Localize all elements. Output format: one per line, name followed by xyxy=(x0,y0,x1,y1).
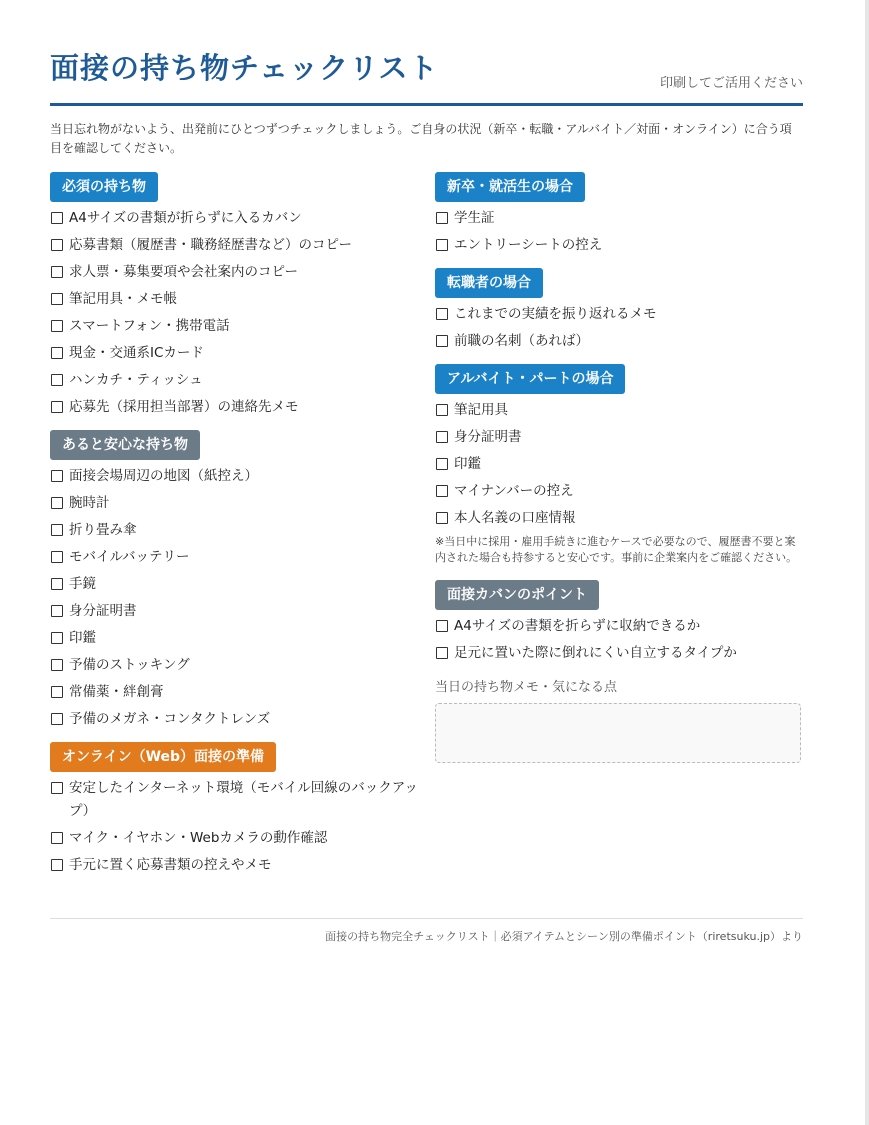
checkbox[interactable] xyxy=(436,308,448,320)
checklist-item[interactable] xyxy=(50,342,422,365)
checklist-career-change xyxy=(435,303,803,353)
checklist-item[interactable] xyxy=(50,854,422,877)
checkbox[interactable] xyxy=(51,347,63,359)
footer-source-text: 面接の持ち物完全チェックリスト｜必須アイテムとシーン別の準備ポイント（riretsuku.jp）より xyxy=(325,930,803,943)
checklist-item[interactable] xyxy=(435,453,803,476)
checklist-required xyxy=(50,207,422,419)
intro-text: 当日忘れ物がないよう、出発前にひとつずつチェックしましょう。ご自身の状況（新卒・転職・アルバイト／対面・オンライン）に合う項目を確認してください。 xyxy=(50,122,792,155)
checklist-item-label: モバイルバッテリー xyxy=(69,549,190,565)
checklist-item[interactable] xyxy=(50,396,422,419)
checklist-page xyxy=(50,0,803,873)
checkbox[interactable] xyxy=(436,458,448,470)
section-required xyxy=(50,172,422,419)
checklist-item-label: 本人名義の口座情報 xyxy=(454,510,576,526)
checklist-part-time xyxy=(435,399,803,530)
page-footer xyxy=(50,918,803,944)
page-scrollbar[interactable] xyxy=(865,0,869,1125)
checklist-item[interactable] xyxy=(50,369,422,392)
checkbox[interactable] xyxy=(51,374,63,386)
checkbox[interactable] xyxy=(436,647,448,659)
checklist-item-label: 応募書類（履歴書・職務経歴書など）のコピー xyxy=(69,237,352,253)
checkbox[interactable] xyxy=(51,320,63,332)
checklist-item[interactable] xyxy=(435,399,803,422)
right-column xyxy=(435,172,803,763)
checklist-item[interactable] xyxy=(50,261,422,284)
part-time-note: ※当日中に採用・雇用手続きに進むケースで必要なので、履歴書不要と案内された場合も持参すると安心です。事前に企業案内をご確認ください。 xyxy=(435,535,798,564)
checklist-item[interactable] xyxy=(435,480,803,503)
checklist-item-label: 面接会場周辺の地図（紙控え） xyxy=(69,468,258,484)
checkbox[interactable] xyxy=(436,485,448,497)
checklist-item-label: 前職の名刺（あれば） xyxy=(454,333,589,349)
checkbox[interactable] xyxy=(436,335,448,347)
checklist-item-label: 予備のメガネ・コンタクトレンズ xyxy=(69,711,271,727)
checklist-item-label: 学生証 xyxy=(454,210,495,226)
checkbox[interactable] xyxy=(51,293,63,305)
checkbox[interactable] xyxy=(51,551,63,563)
checklist-item[interactable] xyxy=(50,600,422,623)
page-title: 面接の持ち物チェックリスト xyxy=(50,51,439,85)
checkbox[interactable] xyxy=(51,470,63,482)
checklist-item-label: エントリーシートの控え xyxy=(454,237,603,253)
section-heading-career-change: 転職者の場合 xyxy=(435,268,543,298)
checklist-item-label: 印鑑 xyxy=(454,456,481,472)
checkbox[interactable] xyxy=(436,620,448,632)
checklist-item-label: 折り畳み傘 xyxy=(69,522,137,538)
checklist-item-label: ハンカチ・ティッシュ xyxy=(69,372,203,388)
checklist-item[interactable] xyxy=(50,708,422,731)
checkbox[interactable] xyxy=(51,832,63,844)
checkbox[interactable] xyxy=(51,212,63,224)
print-note: 印刷してご活用ください xyxy=(659,76,803,91)
memo-field[interactable] xyxy=(435,703,801,763)
checkbox[interactable] xyxy=(436,212,448,224)
checklist-item-label: 求人票・募集要項や会社案内のコピー xyxy=(69,264,298,280)
checklist-item-label: 印鑑 xyxy=(69,630,96,646)
checklist-item-label: 足元に置いた際に倒れにくい自立するタイプか xyxy=(454,645,737,661)
checklist-item[interactable] xyxy=(50,777,422,823)
section-optional xyxy=(50,430,422,731)
section-heading-required: 必須の持ち物 xyxy=(50,172,158,202)
checklist-item[interactable] xyxy=(435,615,803,638)
section-part-time xyxy=(435,364,803,566)
checkbox[interactable] xyxy=(436,239,448,251)
checklist-item[interactable] xyxy=(50,827,422,850)
checklist-item-label: A4サイズの書類を折らずに収納できるか xyxy=(454,618,701,634)
checklist-new-grad xyxy=(435,207,803,257)
checklist-item[interactable] xyxy=(435,642,803,665)
checkbox[interactable] xyxy=(51,659,63,671)
checklist-item-label: 応募先（採用担当部署）の連絡先メモ xyxy=(69,399,299,415)
checklist-item-label: 現金・交通系ICカード xyxy=(69,345,204,361)
checklist-item[interactable] xyxy=(50,627,422,650)
checkbox[interactable] xyxy=(51,713,63,725)
checkbox[interactable] xyxy=(51,686,63,698)
checklist-item[interactable] xyxy=(435,330,803,353)
checkbox[interactable] xyxy=(436,404,448,416)
checklist-item-label: 身分証明書 xyxy=(69,603,137,619)
section-online xyxy=(50,742,422,877)
checkbox[interactable] xyxy=(51,497,63,509)
checklist-online xyxy=(50,777,422,877)
checklist-item[interactable] xyxy=(50,207,422,230)
checkbox[interactable] xyxy=(51,782,63,794)
checklist-item-label: 予備のストッキング xyxy=(69,657,190,673)
checklist-bag xyxy=(435,615,803,665)
checklist-item-label: 手元に置く応募書類の控えやメモ xyxy=(69,857,272,873)
section-heading-optional: あると安心な持ち物 xyxy=(50,430,200,460)
section-heading-part-time: アルバイト・パートの場合 xyxy=(435,364,625,394)
checkbox[interactable] xyxy=(51,524,63,536)
section-new-grad xyxy=(435,172,803,257)
checklist-item-label: マイク・イヤホン・Webカメラの動作確認 xyxy=(69,830,328,846)
checklist-item-label: これまでの実績を振り返れるメモ xyxy=(454,306,657,322)
section-heading-new-grad: 新卒・就活生の場合 xyxy=(435,172,585,202)
checklist-item[interactable] xyxy=(50,546,422,569)
checklist-item[interactable] xyxy=(50,234,422,257)
checkbox[interactable] xyxy=(436,431,448,443)
checkbox[interactable] xyxy=(51,239,63,251)
checklist-item-label: 安定したインターネット環境（モバイル回線のバックアップ） xyxy=(69,780,418,819)
checklist-item[interactable] xyxy=(50,519,422,542)
checklist-item[interactable] xyxy=(50,465,422,488)
checkbox[interactable] xyxy=(51,578,63,590)
checklist-item-label: 腕時計 xyxy=(69,495,110,511)
checklist-item-label: 筆記用具 xyxy=(454,402,508,418)
memo-label: 当日の持ち物メモ・気になる点 xyxy=(435,680,618,695)
checklist-item[interactable] xyxy=(50,573,422,596)
checklist-item-label: 身分証明書 xyxy=(454,429,522,445)
left-column xyxy=(50,172,422,888)
section-bag xyxy=(435,580,803,665)
checklist-item[interactable] xyxy=(50,492,422,515)
section-career-change xyxy=(435,268,803,353)
checklist-item[interactable] xyxy=(435,303,803,326)
section-heading-online: オンライン（Web）面接の準備 xyxy=(50,742,276,772)
checklist-item-label: A4サイズの書類が折らずに入るカバン xyxy=(69,210,302,226)
checklist-item[interactable] xyxy=(435,426,803,449)
checklist-item-label: 手鏡 xyxy=(69,576,96,592)
checkbox[interactable] xyxy=(51,632,63,644)
checkbox[interactable] xyxy=(51,401,63,413)
checkbox[interactable] xyxy=(51,605,63,617)
checklist-item[interactable] xyxy=(435,207,803,230)
section-heading-bag: 面接カバンのポイント xyxy=(435,580,599,610)
checklist-item-label: 筆記用具・メモ帳 xyxy=(69,291,177,307)
checklist-item[interactable] xyxy=(50,654,422,677)
checkbox[interactable] xyxy=(51,266,63,278)
checkbox[interactable] xyxy=(51,859,63,871)
checklist-item-label: マイナンバーの控え xyxy=(454,483,574,499)
checklist-item[interactable] xyxy=(50,315,422,338)
checklist-item[interactable] xyxy=(50,288,422,311)
checkbox[interactable] xyxy=(436,512,448,524)
checklist-item-label: 常備薬・絆創膏 xyxy=(69,684,164,700)
checklist-item[interactable] xyxy=(435,234,803,257)
page-header xyxy=(50,0,803,106)
checklist-optional xyxy=(50,465,422,731)
checklist-item[interactable] xyxy=(435,507,803,530)
checklist-item-label: スマートフォン・携帯電話 xyxy=(69,318,230,334)
checklist-item[interactable] xyxy=(50,681,422,704)
